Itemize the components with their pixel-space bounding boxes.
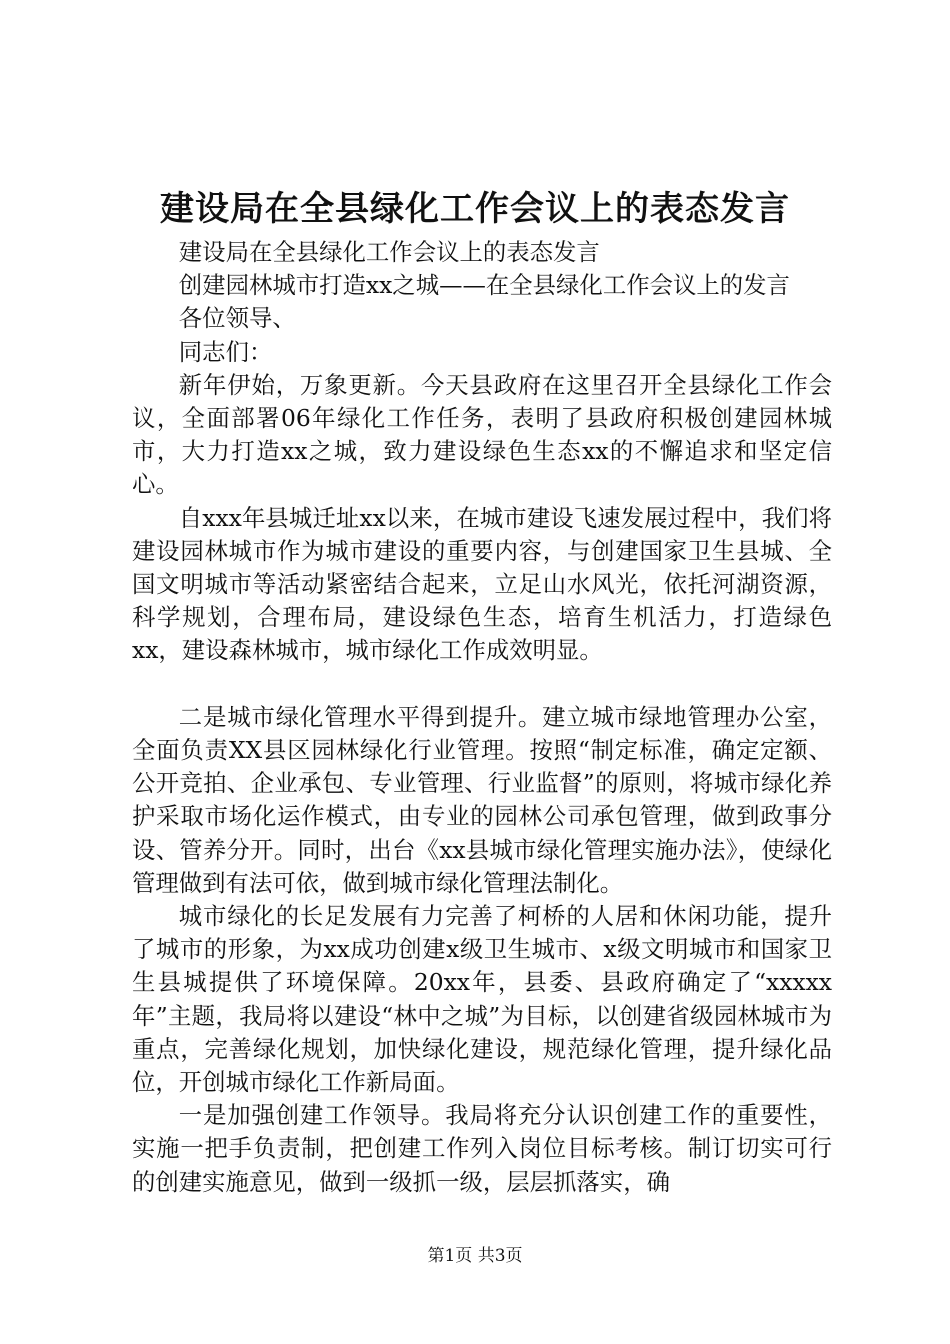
paragraph-salutation-comrades: 同志们： xyxy=(178,337,273,366)
page-number-footer: 第1页 共3页 xyxy=(427,1246,523,1266)
paragraph-development: 城市绿化的长足发展有力完善了柯桥的人居和休闲功能，提升了城市的形象，为xx成功创建x级卫生城市、x级文明城市和国家卫生县城提供了环境保障。20xx年，县委、县政府确定了“xxxxx年”主题，我局将以建设“林中之城”为目标，以创建省级园林城市为重点，完善绿化规划，加快绿化建设，规范绿化管理，提升绿化品位，开创城市绿化工作新局面。 xyxy=(132,902,832,1097)
paragraph-leadership: 一是加强创建工作领导。我局将充分认识创建工作的重要性，实施一把手负责制，把创建工作列入岗位目标考核。制订切实可行的创建实施意见，做到一级抓一级，层层抓落实，确 xyxy=(132,1101,832,1196)
paragraph-management: 二是城市绿化管理水平得到提升。建立城市绿地管理办公室，全面负责XX县区园林绿化行业管理。按照“制定标准，确定定额、公开竞拍、企业承包、专业管理、行业监督”的原则，将城市绿化养护采取市场化运作模式，由专业的园林公司承包管理，做到政事分设、管养分开。同时，出台《xx县城市绿化管理实施办法》，使绿化管理做到有法可依，做到城市绿化管理法制化。 xyxy=(132,702,832,897)
paragraph-speech-title: 创建园林城市打造xx之城——在全县绿化工作会议上的发言 xyxy=(178,271,790,300)
paragraph-history: 自xxx年县城迁址xx以来，在城市建设飞速发展过程中，我们将建设园林城市作为城市建设的重要内容，与创建国家卫生县城、全国文明城市等活动紧密结合起来，立足山水风光，依托河湖资源，科学规划，合理布局，建设绿色生态，培育生机活力，打造绿色xx，建设森林城市，城市绿化工作成效明显。 xyxy=(132,503,832,665)
paragraph-intro: 新年伊始，万象更新。今天县政府在这里召开全县绿化工作会议，全面部署06年绿化工作任务，表明了县政府积极创建园林城市，大力打造xx之城，致力建设绿色生态xx的不懈追求和坚定信心。 xyxy=(132,370,832,499)
paragraph-subtitle: 建设局在全县绿化工作会议上的表态发言 xyxy=(178,238,600,266)
paragraph-spacer xyxy=(132,668,832,701)
document-title: 建设局在全县绿化工作会议上的表态发言 xyxy=(160,189,790,229)
paragraph-salutation-leaders: 各位领导、 xyxy=(178,304,296,333)
document-body xyxy=(132,236,832,1199)
